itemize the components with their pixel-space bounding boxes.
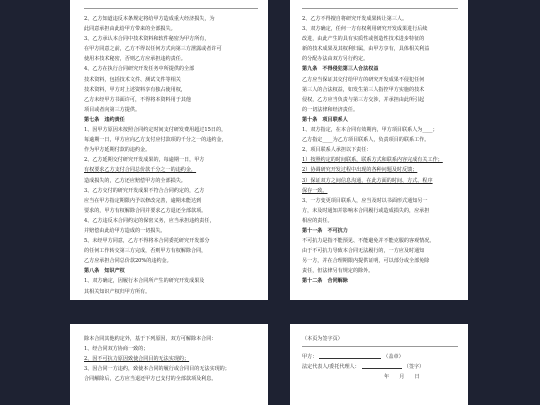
contract-page-2 [290,0,468,300]
text-line: 合同解除后，乙方应当退还甲方已支付的全部款项及利息。 [84,376,217,383]
text-line: 相应的责任。 [302,217,333,224]
text-line: 1、双方指定，在本合同有效期内，甲方项目联系人为____； [302,127,438,134]
text-line: 改进，由此产生的具有实质性或创造性技术进步特征的 [302,36,425,43]
text-line: 在甲方同意之前，乙方不得以任何方式向第三方泄露或者许可 [84,46,222,53]
text-line: 作为甲方延期付款的违约金。 [84,147,151,154]
text-line: 3、因合同一方违约，致使本合同的履行或合同目的无法实现的； [84,366,230,373]
text-line: 的任何工作转交第三方完成，否则甲方有权解除合同， [84,248,207,255]
text-line: 1、经合同双方协商一致的； [84,346,149,353]
text-line: 3、乙方承认本合同中技术资料和软件秘密为甲方所有， [84,36,210,43]
text-line: 第三人的合法权益，如发生第三人指控甲方实施的技术 [302,86,425,93]
signature-date: 年 月 日 [384,374,420,381]
text-line: 技术资料，甲方对上述资料享有独占使用权， [84,86,186,93]
text-line: 责任，但法律另有规定的除外。 [302,268,374,275]
header-rule [302,8,458,9]
text-line: 项目或者向第三方提供。 [84,106,141,113]
section-heading: 第八条 知识产权 [84,268,125,275]
section-heading: 第十一条 不可抗力 [302,227,348,234]
page-1-body [84,14,258,297]
signature-rule [302,346,458,347]
text-line: 新的技术成果及其权利归属，由甲方享有，具体相关利益 [302,46,430,53]
text-line: 1）按照约定的时间联系，联系方式和联系内容完成有关工作； [302,157,443,164]
text-line: 不可抗力是指不能预见、不能避免并不能克服的客观情况。 [302,238,435,245]
section-heading: 第十二条 合同解除 [302,278,348,285]
text-line: 方，未及时通知并影响本合同履行或造成损失的，应承担 [302,207,430,214]
text-line: 2、项目联系人承担以下责任： [302,147,372,154]
text-line: 保存一致。 [302,187,328,194]
text-line: 2、因不可抗力原因致使合同目的无法实现的； [84,356,190,363]
text-line: 使用本技术秘密，否则乙方应承担违约责任。 [84,56,186,63]
contract-page-3 [70,324,268,405]
text-line: 除本合同其他约定外，基于下列原因，双方可解除本合同： [84,336,217,342]
text-line: 每逾期一日，甲方应向乙方支付应付款项的千分之一的违约金， [84,137,227,144]
text-line: 3）保证双方之间信息沟通，在此方面的时间、方式、程序 [302,177,433,184]
party-a-seal: （盖章） [383,354,404,361]
text-line: 要求的，甲方有权解除合同并要求乙方退还全部款项。 [84,207,207,214]
section-heading: 第九条 不得侵犯第三人合法权益 [302,66,379,73]
text-line: 另一方，并在合理期限内提供证明，可以部分或全部免除 [302,258,430,265]
text-line: 2、乙方知道违反本条规定将给甲方造成重大经济损失，为 [84,16,215,22]
text-line: 由于不可抗力导致本合同无法履行的，一方应及时通知 [302,248,425,255]
text-line: 5、未经甲方同意，乙方不得将本合同委托研究开发部分 [84,238,210,245]
representative-blank[interactable] [362,362,402,369]
text-line: 技术资料，包括技术文件、测试文件等相关 [84,76,181,83]
text-line: 并赔偿由此给甲方造成的一切损失。 [84,227,166,234]
signature-page-header: （本页为签字页） [302,336,343,342]
text-line: 此同意承担由此给甲方带来的全部损失。 [84,26,176,33]
text-line: 1、因甲方原因未按照合同约定时间支付研发费用超过15日的， [84,127,227,134]
representative-label: 法定代表人/委托代理人： [302,364,360,371]
text-line: 3、一方变更项目联系人，应当及时以书面形式通知另一 [302,197,428,204]
text-line: 造成损失的，乙方还应赔偿甲方的全部损失。 [84,177,186,184]
representative-sign: （签字） [403,364,425,371]
text-line: 乙方应当保证其交付给甲方的研究开发成果不侵犯任何 [302,76,425,83]
text-line: 1、双方确定，因履行本合同所产生的研究开发成果及 [84,278,205,285]
text-line: 其相关知识产权归甲方所有。 [84,288,151,295]
text-line: 2）协调研究开发过程中出现的各种问题及时反馈； [302,167,418,174]
text-line: 2、乙方不得擅自将研究开发成果转让第三人。 [302,16,408,22]
contract-page-1 [70,0,268,300]
signature-page [290,324,468,405]
text-line: 应当在甲方指定期限内予以修改完善，逾期未能达到 [84,197,202,204]
representative-line [302,362,458,372]
text-line: 有权要求乙方支付合同总价款千分之一的违约金， [84,167,197,174]
party-a-line [302,352,458,362]
party-a-blank[interactable] [319,352,381,359]
text-line: 乙方指定____为乙方项目联系人，负责项目的联系工作。 [302,137,430,144]
party-a-label: 甲方： [302,354,318,361]
text-line: 3、乙方交付的研究开发成果不符合合同约定的，乙方 [84,187,205,194]
text-line: 侵权，乙方应当负责与第三方交涉，并承担由此所引起 [302,96,425,103]
text-line: 的分配办法由双方另行约定。 [302,56,369,63]
text-line: 乙方未经甲方书面许可，不得将本资料用于其他 [84,96,191,103]
text-line: 4、乙方违反本合同约定的保密义务，应当承担违约责任， [84,217,215,224]
text-line: 的一切法律和经济责任。 [302,106,359,113]
text-line: 4、乙方在执行合同研究开发任务中所提供的全部 [84,66,195,73]
text-line: 乙方应承担合同总价款20%的违约金。 [84,258,172,265]
section-heading: 第七条 违约责任 [84,116,125,123]
page-2-body [302,14,458,287]
header-rule [84,8,258,9]
page-3-body [84,334,258,384]
text-line: 3、双方确定，任何一方有权利用研究开发成果进行后续 [302,26,428,33]
text-line: 2、乙方延期交付研究开发成果的，每逾期一日，甲方 [84,157,205,164]
section-heading: 第十条 项目联系人 [302,116,348,123]
